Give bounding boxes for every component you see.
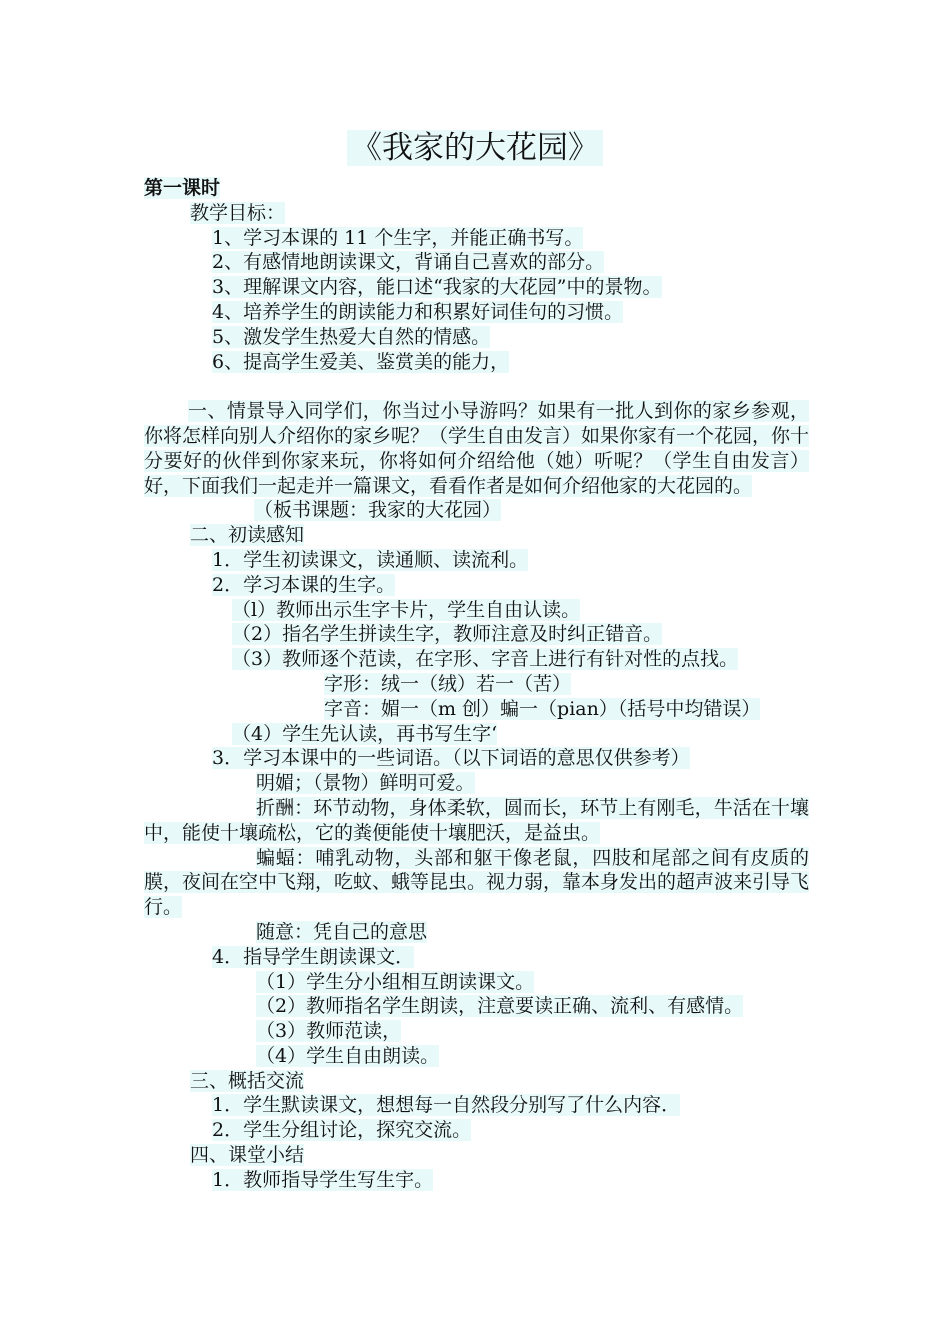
step-item: 1．学生默读课文，想想每一自然段分别写了什么内容． (212, 1094, 681, 1117)
sub-step: （3）教师范读， (256, 1020, 402, 1043)
word-definition: 折酬：环节动物，身体柔软，圆而长，环节上有刚毛，牛活在十壤中，能使十壤疏松，它的粪便能使十壤肥沃，是益虫。 (144, 796, 809, 844)
char-sound: 字音：媚一（m 创）蝙一（pian）（括号中均错误） (324, 697, 761, 720)
word-definition: 蝙蝠：哺乳动物，头部和躯干像老鼠，四肢和尾部之间有皮质的膜，夜间在空中飞翔，吃蚊、蛾等昆虫。视力弱，靠本身发出的超声波来引导飞行。 (144, 846, 810, 919)
word-definition: 明媚；（景物）鲜明可爱。 (256, 772, 475, 795)
section-heading: 三、概括交流 (190, 1069, 305, 1092)
word-definition: 随意：凭自己的意思 (256, 920, 428, 943)
document-title (0, 128, 950, 168)
sub-step: （l）教师出示生字卡片，学生自由认读。 (232, 598, 581, 621)
sub-step: （4）学生先认读，再书写生字‘ (232, 722, 498, 745)
goal-item: 6、提高学生爱美、鉴赏美的能力， (212, 350, 510, 373)
goals-heading: 教学目标： (190, 201, 286, 224)
goal-item: 5、激发学生热爱大自然的情感。 (212, 325, 491, 348)
title-text: 《我家的大花园》 (347, 130, 603, 166)
step-item: 1．教师指导学生写生宇。 (212, 1168, 434, 1191)
sub-step: （2）教师指名学生朗读，注意要读正确、流利、有感情。 (256, 995, 744, 1018)
document-body (144, 176, 809, 1193)
char-shape: 字形：绒一（绒）若一（苦） (324, 672, 572, 695)
board-title: （板书课题：我家的大花园） (254, 499, 502, 522)
section-heading: 四、课堂小结 (190, 1144, 305, 1167)
goal-item: 2、有感情地朗读课文，背诵自己喜欢的部分。 (212, 251, 605, 274)
section-heading: 二、初读感知 (190, 524, 305, 547)
step-item: 2．学生分组讨论，探究交流。 (212, 1119, 472, 1142)
step-item: 3．学习本课中的一些词语。（以下词语的意思仅供参考） (212, 747, 690, 770)
sub-step: （1）学生分小组相互朗读课文。 (256, 970, 535, 993)
goal-item: 1、学习本课的 11 个生字，并能正确书写。 (212, 226, 584, 249)
goal-item: 3、理解课文内容，能口述“我家的大花园”中的景物。 (212, 276, 662, 299)
step-item: 2．学习本课的生字。 (212, 573, 396, 596)
sub-step: （4）学生自由朗读。 (256, 1044, 440, 1067)
sub-step: （3）教师逐个范读，在字形、字音上进行有针对性的点找。 (232, 648, 739, 671)
step-item: 4．指导学生朗读课文． (212, 945, 415, 968)
step-item: 1．学生初读课文，读通顺、读流利。 (212, 548, 529, 571)
sub-step: （2）指名学生拼读生字，教师注意及时纠正错音。 (232, 623, 663, 646)
lesson-heading: 第一课时 (144, 177, 221, 199)
intro-paragraph: 一、情景导入同学们，你当过小导游吗？如果有一批人到你的家乡参观，你将怎样向别人介绍你的家乡呢？（学生自由发言）如果你家有一个花园，你十分要好的伙伴到你家来玩，你将如何介绍给他（她）听呢？（学生自由发言）好，下面我们一起走并一篇课文，看看作者是如何介绍他家的大花园的。 (144, 400, 810, 497)
goal-item: 4、培养学生的朗读能力和积累好词佳句的习惯。 (212, 300, 624, 323)
